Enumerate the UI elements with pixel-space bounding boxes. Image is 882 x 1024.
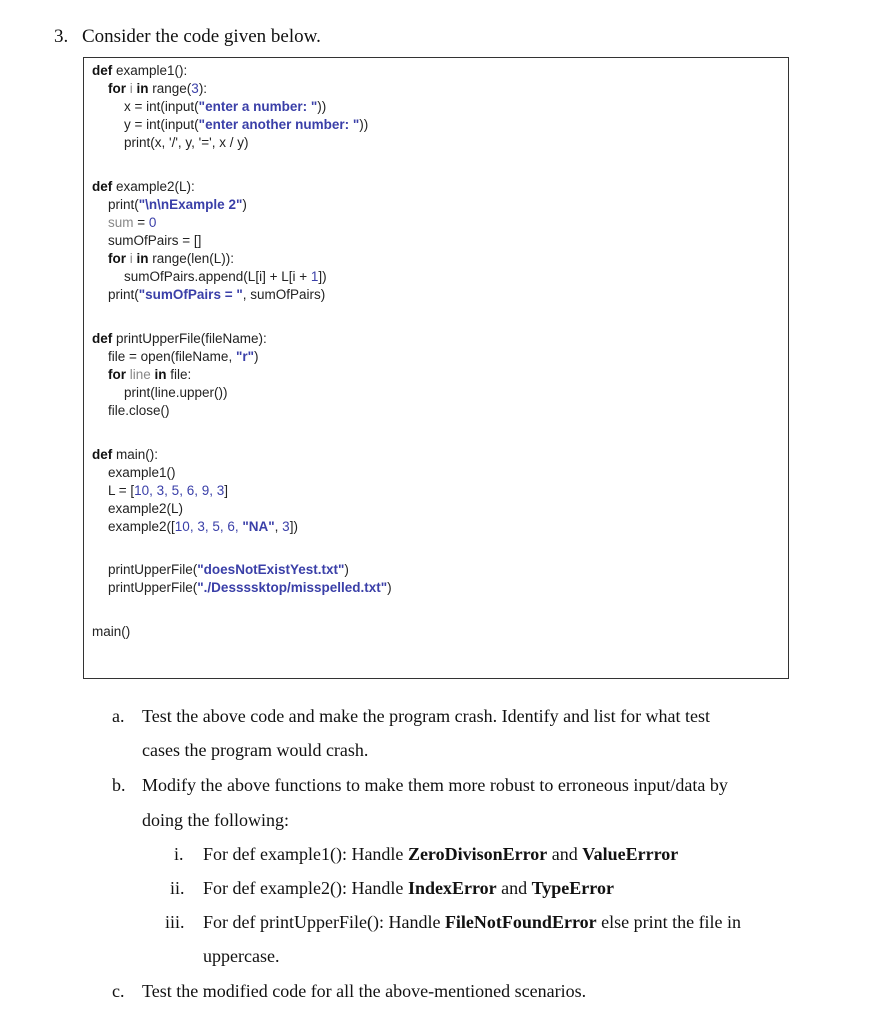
task-b-line1: Modify the above functions to make them more robust to erroneous input/data by [142,775,728,795]
task-b-marker: b. [112,775,126,795]
task-i-text: For def example1(): Handle ZeroDivisonError and ValueErrror [203,844,679,864]
code-line: def example1(): [92,63,188,78]
code-line: file = open(fileName, "r") [108,349,259,364]
task-iii-line2: uppercase. [203,946,280,966]
task-a-line2: cases the program would crash. [142,740,369,760]
task-iii-text: For def printUpperFile(): Handle FileNotFoundError else print the file in [203,912,742,932]
code-line: L = [10, 3, 5, 6, 9, 3] [108,483,228,498]
task-i-marker: i. [174,844,184,864]
code-line: def example2(L): [92,179,195,194]
code-line: main() [92,624,131,639]
code-line: printUpperFile("doesNotExistYest.txt") [108,562,349,577]
code-line: example2([10, 3, 5, 6, "NA", 3]) [108,519,298,534]
code-line: file.close() [108,403,170,418]
code-line: x = int(input("enter a number: ")) [124,99,327,114]
code-line: def printUpperFile(fileName): [92,331,267,346]
code-line: print("\n\nExample 2") [108,197,247,212]
question-number: 3. [54,26,69,47]
code-line: def main(): [92,447,159,462]
task-ii-marker: ii. [170,878,185,898]
task-c-marker: c. [112,981,125,1001]
task-b-line2: doing the following: [142,810,289,830]
code-line: for i in range(len(L)): [108,251,235,266]
code-line: example1() [108,465,176,480]
code-listing [83,57,789,679]
task-iii-marker: iii. [165,912,185,932]
task-c-line1: Test the modified code for all the above-mentioned scenarios. [142,981,587,1001]
code-line: sum = 0 [108,215,157,230]
code-line: y = int(input("enter another number: ")) [124,117,369,132]
code-line: example2(L) [108,501,184,516]
code-line: for i in range(3): [108,81,208,96]
task-a-line1: Test the above code and make the program crash. Identify and list for what test [142,706,711,726]
code-line: sumOfPairs.append(L[i] + L[i + 1]) [124,269,327,284]
code-line: print(x, '/', y, '=', x / y) [124,135,249,150]
code-line: print(line.upper()) [124,385,228,400]
code-line: for line in file: [108,367,192,382]
code-line: printUpperFile("./Dessssktop/misspelled.txt") [108,580,392,595]
task-a-marker: a. [112,706,125,726]
code-line: sumOfPairs = [] [108,233,202,248]
question-title: Consider the code given below. [82,26,321,47]
question-heading [54,26,321,48]
task-ii-text: For def example2(): Handle IndexError and TypeError [203,878,614,898]
code-line: print("sumOfPairs = ", sumOfPairs) [108,287,326,302]
